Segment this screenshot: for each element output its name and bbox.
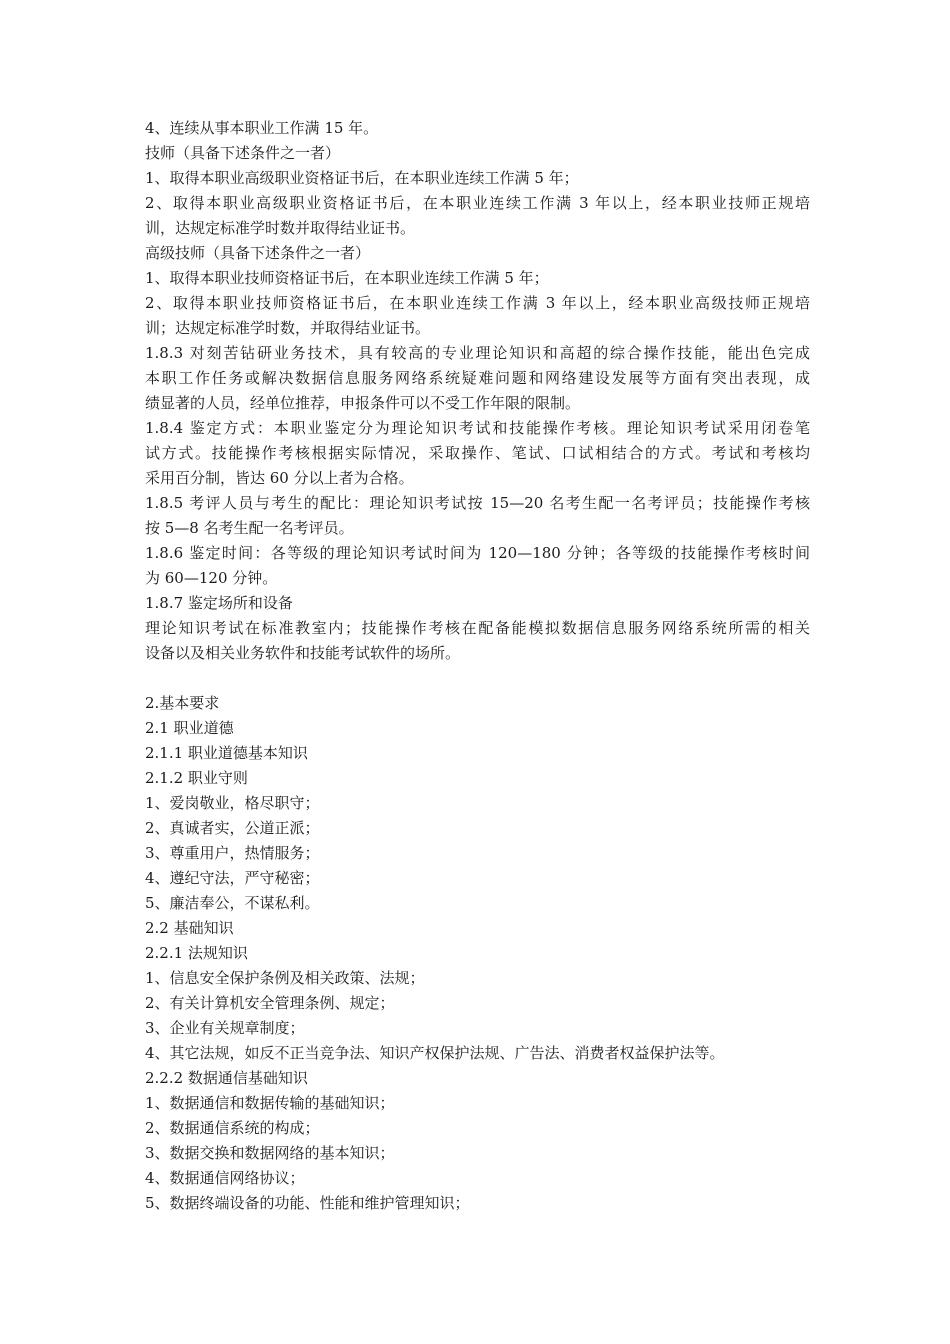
document-body [145, 116, 810, 1216]
text-line: 5、数据终端设备的功能、性能和维护管理知识； [145, 1194, 470, 1212]
text-line: 高级技师（具备下述条件之一者） [145, 244, 371, 262]
text-line: 3、数据交换和数据网络的基本知识； [145, 1144, 395, 1162]
text-line: 2.1 职业道德 [145, 719, 234, 737]
text-line: 训；达规定标准学时数，并取得结业证书。 [145, 319, 431, 337]
text-line: 技师（具备下述条件之一者） [145, 144, 341, 162]
text-line: 1、数据通信和数据传输的基础知识； [145, 1094, 395, 1112]
text-line: 4、其它法规，如反不正当竞争法、知识产权保护法规、广告法、消费者权益保护法等。 [145, 1044, 725, 1062]
text-line: 采用百分制，皆达 60 分以上者为合格。 [145, 469, 414, 487]
paragraph-gap [145, 666, 810, 691]
text-line: 1.8.4 鉴定方式：本职业鉴定分为理论知识考试和技能操作考核。理论知识考试采用闭卷笔 [145, 419, 810, 437]
text-line: 2.2.2 数据通信基础知识 [145, 1069, 308, 1087]
text-line: 1、爱岗敬业，格尽职守； [145, 794, 320, 812]
text-line: 1.8.5 考评人员与考生的配比：理论知识考试按 15—20 名考生配一名考评员；技能操作考核 [145, 494, 810, 512]
text-line: 1、取得本职业技师资格证书后，在本职业连续工作满 5 年； [145, 269, 549, 287]
text-line: 2.2.1 法规知识 [145, 944, 248, 962]
text-line: 1.8.6 鉴定时间：各等级的理论知识考试时间为 120—180 分钟；各等级的技能操作考核时间 [145, 544, 810, 562]
text-line: 3、企业有关规章制度； [145, 1019, 305, 1037]
text-line: 试方式。技能操作考核根据实际情况，采取操作、笔试、口试相结合的方式。考试和考核均 [145, 444, 810, 462]
text-line: 理论知识考试在标准教室内；技能操作考核在配备能模拟数据信息服务网络系统所需的相关 [145, 619, 810, 637]
section-qualifications [145, 116, 810, 666]
text-line: 2、真诚者实，公道正派； [145, 819, 320, 837]
text-line: 1.8.3 对刻苦钻研业务技术，具有较高的专业理论知识和高超的综合操作技能，能出色完成 [145, 344, 810, 362]
text-line: 2.2 基础知识 [145, 919, 234, 937]
text-line: 5、廉洁奉公，不谋私利。 [145, 894, 320, 912]
text-line: 1、取得本职业高级职业资格证书后，在本职业连续工作满 5 年； [145, 169, 579, 187]
text-line: 设备以及相关业务软件和技能考试软件的场所。 [145, 644, 461, 662]
text-line: 2.1.1 职业道德基本知识 [145, 744, 308, 762]
section-basic-requirements [145, 691, 810, 1216]
text-line: 3、尊重用户，热情服务； [145, 844, 320, 862]
text-line: 训，达规定标准学时数并取得结业证书。 [145, 219, 416, 237]
text-line: 绩显著的人员，经单位推荐，申报条件可以不受工作年限的限制。 [145, 394, 581, 412]
text-line: 按 5—8 名考生配一名考评员。 [145, 519, 354, 537]
text-line: 4、数据通信网络协议； [145, 1169, 305, 1187]
text-line: 本职工作任务或解决数据信息服务网络系统疑难问题和网络建设发展等方面有突出表现，成 [145, 369, 810, 387]
text-line: 2、有关计算机安全管理条例、规定； [145, 994, 395, 1012]
text-line: 2.基本要求 [145, 694, 220, 712]
text-line: 为 60—120 分钟。 [145, 569, 278, 587]
text-line: 4、遵纪守法，严守秘密； [145, 869, 320, 887]
text-line: 2、数据通信系统的构成； [145, 1119, 320, 1137]
text-line: 2、取得本职业高级职业资格证书后，在本职业连续工作满 3 年以上，经本职业技师正规培 [145, 194, 810, 212]
text-line: 1.8.7 鉴定场所和设备 [145, 594, 293, 612]
text-line: 1、信息安全保护条例及相关政策、法规； [145, 969, 425, 987]
text-line: 2.1.2 职业守则 [145, 769, 248, 787]
text-line: 4、连续从事本职业工作满 15 年。 [145, 119, 379, 137]
text-line: 2、取得本职业技师资格证书后，在本职业连续工作满 3 年以上，经本职业高级技师正规培 [145, 294, 810, 312]
